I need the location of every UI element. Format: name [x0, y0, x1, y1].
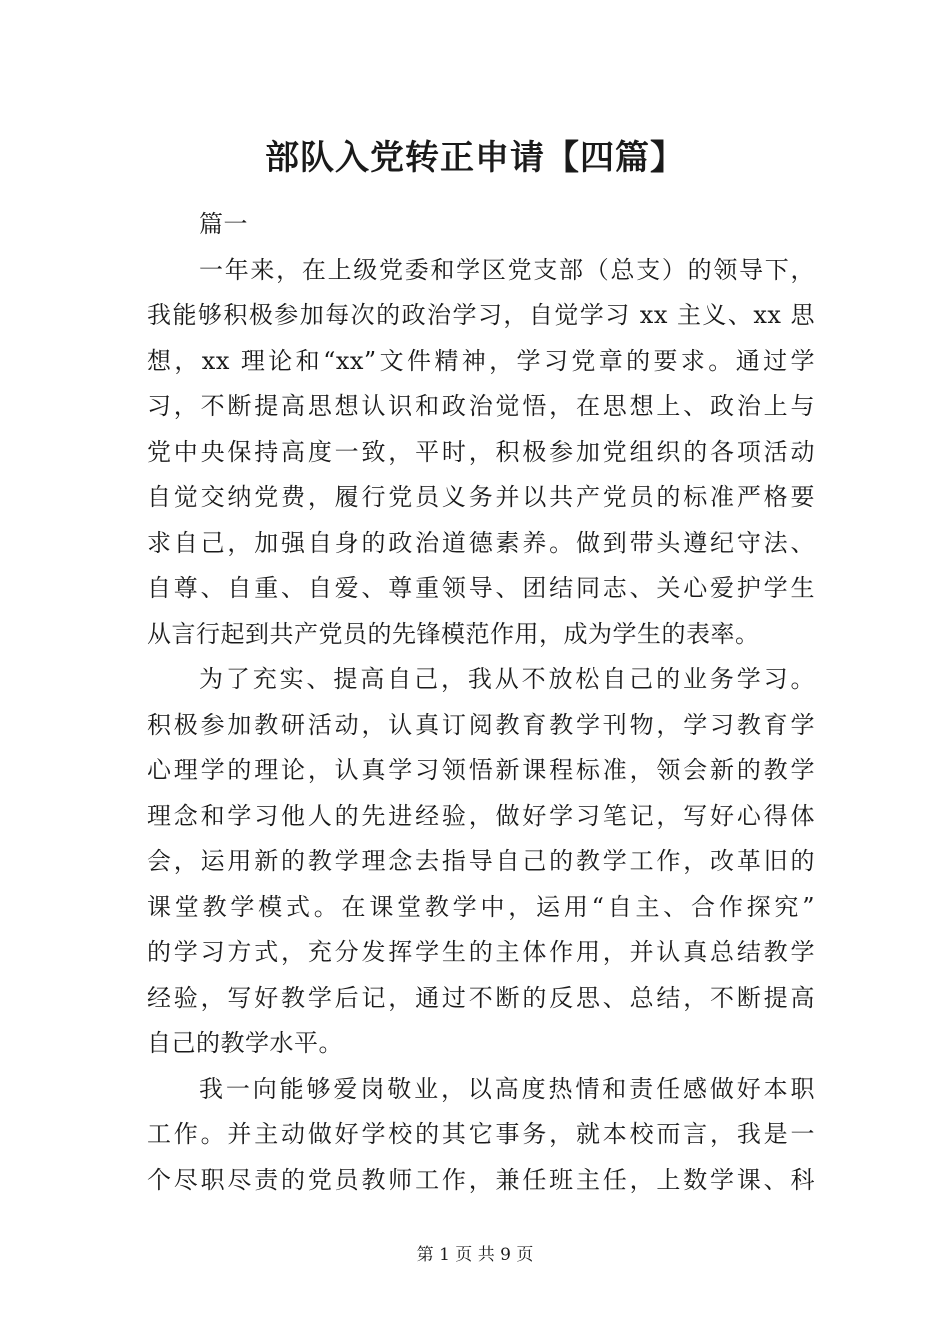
text-line: 自尊、自重、自爱、尊重领导、团结同志、关心爱护学生 [147, 574, 815, 602]
text-line: 篇一 [199, 210, 248, 238]
text-line: 从言行起到共产党员的先锋模范作用，成为学生的表率。 [147, 619, 760, 648]
text-line: 为了充实、提高自己，我从不放松自己的业务学习。 [199, 665, 815, 693]
text-line: 心理学的理论，认真学习领悟新课程标准，领会新的教学 [147, 756, 815, 784]
text-line: 课堂教学模式。在课堂教学中，运用“自主、合作探究” [147, 892, 815, 921]
text-line: 个尽职尽责的党员教师工作，兼任班主任，上数学课、科 [147, 1165, 815, 1194]
text-line: 理念和学习他人的先进经验，做好学习笔记，写好心得体 [147, 801, 815, 830]
text-line: 我一向能够爱岗敬业，以高度热情和责任感做好本职 [199, 1074, 815, 1103]
text-line: 经验，写好教学后记，通过不断的反思、总结，不断提高 [147, 983, 815, 1012]
text-line: 党中央保持高度一致，平时，积极参加党组织的各项活动 [147, 437, 815, 466]
text-line: 我能够积极参加每次的政治学习，自觉学习 xx 主义、xx 思 [147, 301, 815, 329]
text-line: 想，xx 理论和“xx”文件精神，学习党章的要求。通过学 [147, 346, 815, 375]
text-line: 自觉交纳党费，履行党员义务并以共产党员的标准严格要 [147, 483, 815, 511]
document-title: 部队入党转正申请【四篇】 [265, 138, 685, 178]
text-line: 习，不断提高思想认识和政治觉悟，在思想上、政治上与 [147, 392, 815, 420]
text-line: 的学习方式，充分发挥学生的主体作用，并认真总结教学 [147, 938, 815, 966]
text-line: 求自己，加强自身的政治道德素养。做到带头遵纪守法、 [147, 528, 815, 557]
text-line: 积极参加教研活动，认真订阅教育教学刊物，学习教育学 [147, 710, 815, 739]
document-body [147, 202, 815, 1203]
page-footer: 第 1 页 共 9 页 [416, 1245, 534, 1265]
text-line: 会，运用新的教学理念去指导自己的教学工作，改革旧的 [147, 847, 815, 875]
text-line: 一年来，在上级党委和学区党支部（总支）的领导下， [199, 255, 815, 284]
text-line: 工作。并主动做好学校的其它事务，就本校而言，我是一 [147, 1120, 815, 1148]
text-line: 自己的教学水平。 [147, 1029, 343, 1057]
